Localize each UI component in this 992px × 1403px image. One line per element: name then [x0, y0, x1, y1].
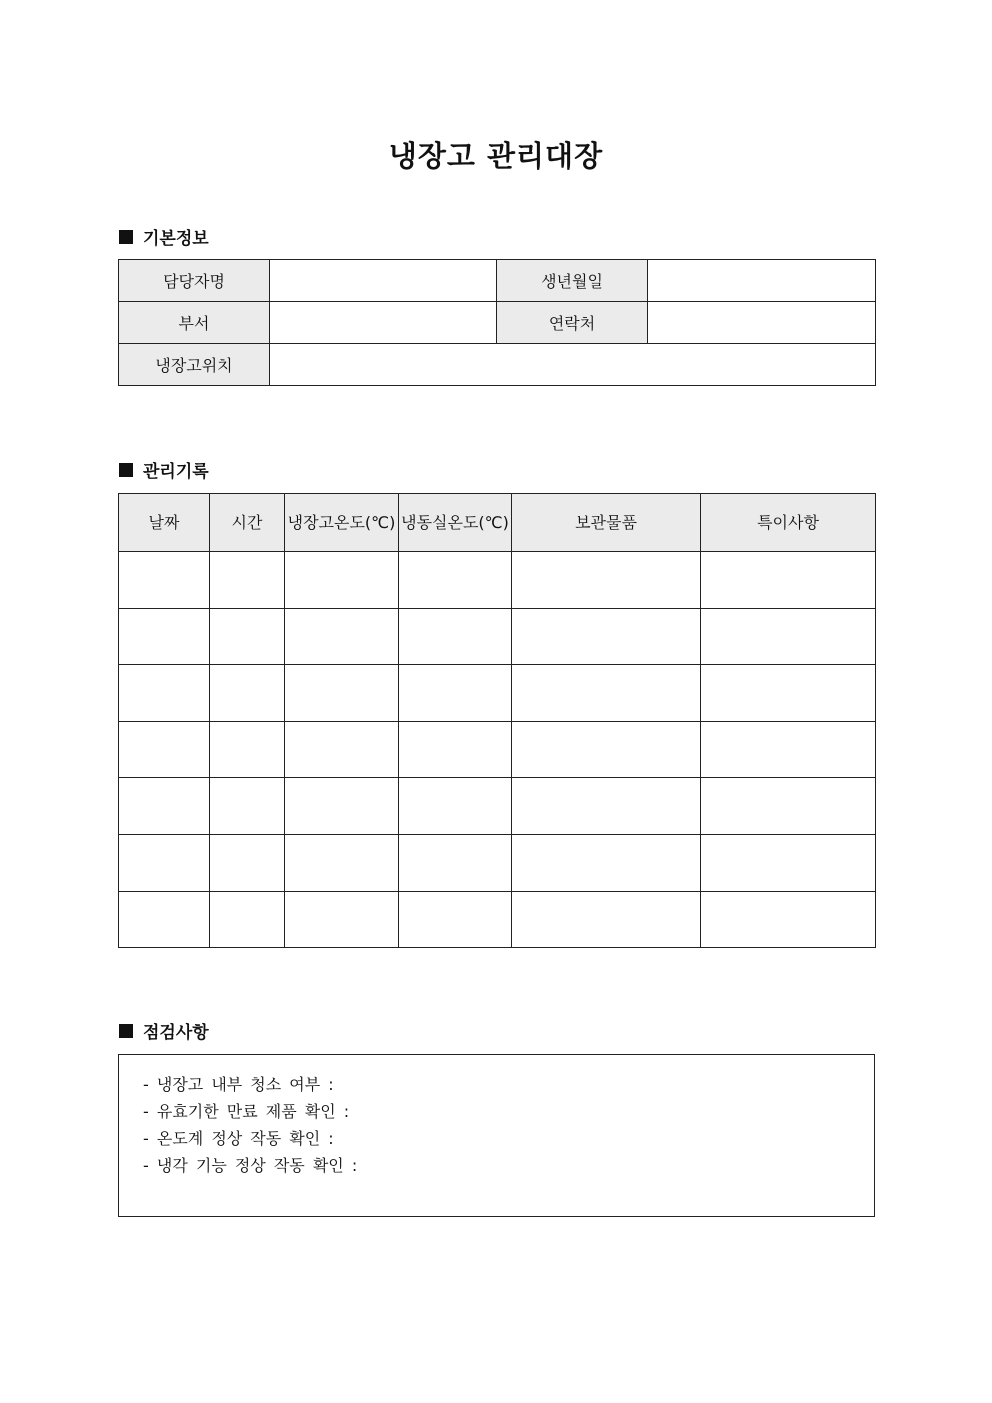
table-row [119, 834, 876, 891]
birthdate-label: 생년월일 [497, 260, 648, 302]
table-cell[interactable] [512, 834, 701, 891]
table-cell[interactable] [210, 721, 285, 778]
manager-label: 담당자명 [119, 260, 270, 302]
table-cell[interactable] [512, 665, 701, 722]
table-cell[interactable] [210, 834, 285, 891]
section-heading-basic-info [119, 224, 209, 249]
column-header-remarks: 특이사항 [701, 494, 876, 552]
table-cell[interactable] [512, 891, 701, 948]
table-cell[interactable] [119, 778, 210, 835]
column-header-freezer-temp: 냉동실온도(℃) [399, 494, 512, 552]
table-cell[interactable] [210, 665, 285, 722]
table-row [119, 302, 876, 344]
table-cell[interactable] [285, 552, 399, 609]
department-field[interactable] [270, 302, 497, 344]
table-cell[interactable] [701, 834, 876, 891]
table-cell[interactable] [399, 721, 512, 778]
table-cell[interactable] [210, 891, 285, 948]
square-bullet-icon [119, 463, 133, 477]
table-cell[interactable] [285, 608, 399, 665]
square-bullet-icon [119, 1024, 133, 1038]
checklist-item-expiry: - 유효기한 만료 제품 확인 : [143, 1102, 350, 1121]
table-cell[interactable] [701, 891, 876, 948]
table-cell[interactable] [399, 834, 512, 891]
table-cell[interactable] [701, 608, 876, 665]
table-cell[interactable] [285, 778, 399, 835]
location-field[interactable] [270, 344, 876, 386]
table-cell[interactable] [285, 721, 399, 778]
table-row [119, 608, 876, 665]
page-title: 냉장고 관리대장 [388, 139, 604, 173]
checklist-item-cleaning: - 냉장고 내부 청소 여부 : [143, 1075, 334, 1094]
table-cell[interactable] [701, 778, 876, 835]
table-cell[interactable] [512, 608, 701, 665]
table-cell[interactable] [701, 665, 876, 722]
table-cell[interactable] [399, 891, 512, 948]
table-header-row [119, 494, 876, 552]
table-cell[interactable] [210, 552, 285, 609]
column-header-date: 날짜 [119, 494, 210, 552]
table-cell[interactable] [399, 778, 512, 835]
table-cell[interactable] [399, 608, 512, 665]
table-cell[interactable] [119, 608, 210, 665]
table-cell[interactable] [399, 665, 512, 722]
section-heading-label: 관리기록 [143, 462, 209, 482]
checklist-box [118, 1054, 875, 1217]
department-label: 부서 [119, 302, 270, 344]
table-cell[interactable] [119, 721, 210, 778]
column-header-time: 시간 [210, 494, 285, 552]
column-header-fridge-temp: 냉장고온도(℃) [285, 494, 399, 552]
table-row [119, 552, 876, 609]
table-cell[interactable] [701, 721, 876, 778]
table-cell[interactable] [119, 665, 210, 722]
table-cell[interactable] [210, 778, 285, 835]
table-cell[interactable] [285, 891, 399, 948]
table-row [119, 778, 876, 835]
birthdate-field[interactable] [648, 260, 876, 302]
column-header-stored-items: 보관물품 [512, 494, 701, 552]
table-cell[interactable] [512, 721, 701, 778]
table-row [119, 344, 876, 386]
table-cell[interactable] [285, 665, 399, 722]
contact-label: 연락처 [497, 302, 648, 344]
table-cell[interactable] [119, 552, 210, 609]
checklist-item-cooling: - 냉각 기능 정상 작동 확인 : [143, 1156, 358, 1175]
square-bullet-icon [119, 230, 133, 244]
table-cell[interactable] [119, 891, 210, 948]
table-cell[interactable] [210, 608, 285, 665]
contact-field[interactable] [648, 302, 876, 344]
section-heading-label: 기본정보 [143, 229, 209, 249]
table-cell[interactable] [512, 552, 701, 609]
records-table [118, 493, 876, 948]
table-cell[interactable] [399, 552, 512, 609]
section-heading-label: 점검사항 [143, 1023, 209, 1043]
location-label: 냉장고위치 [119, 344, 270, 386]
section-heading-checks [119, 1018, 209, 1043]
table-cell[interactable] [285, 834, 399, 891]
table-row [119, 260, 876, 302]
basic-info-table [118, 259, 876, 386]
table-row [119, 721, 876, 778]
manager-field[interactable] [270, 260, 497, 302]
table-cell[interactable] [119, 834, 210, 891]
table-cell[interactable] [701, 552, 876, 609]
table-cell[interactable] [512, 778, 701, 835]
table-row [119, 891, 876, 948]
checklist-item-thermometer: - 온도계 정상 작동 확인 : [143, 1129, 334, 1148]
section-heading-records [119, 457, 209, 482]
checklist [119, 1055, 874, 1183]
table-row [119, 665, 876, 722]
